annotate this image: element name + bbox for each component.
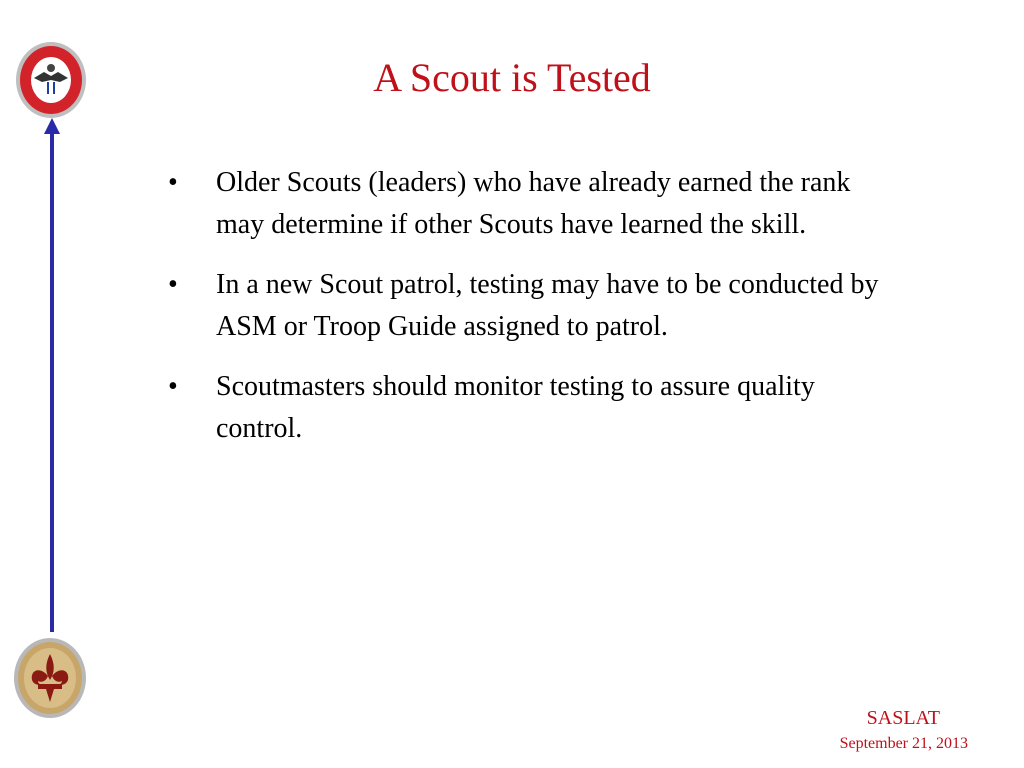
- footer-date: September 21, 2013: [839, 735, 968, 752]
- bullet-item: [168, 366, 888, 450]
- bullet-text: In a new Scout patrol, testing may have to be conducted by ASM or Troop Guide assigned to patrol.: [216, 269, 879, 342]
- bullet-marker: •: [168, 167, 178, 198]
- bullet-item: [168, 162, 888, 246]
- up-arrow-line-icon: [34, 118, 70, 632]
- bullet-marker: •: [168, 269, 178, 300]
- bullet-text: Scoutmasters should monitor testing to assure quality control.: [216, 371, 815, 444]
- bullet-list: [168, 162, 888, 468]
- bullet-item: [168, 264, 888, 348]
- fleur-de-lis-badge-icon: [12, 636, 88, 720]
- footer-organization: SASLAT: [866, 707, 940, 729]
- slide-title: A Scout is Tested: [373, 55, 651, 100]
- bullet-marker: •: [168, 371, 178, 402]
- bullet-text: Older Scouts (leaders) who have already earned the rank may determine if other Scouts have learned the skill.: [216, 167, 851, 240]
